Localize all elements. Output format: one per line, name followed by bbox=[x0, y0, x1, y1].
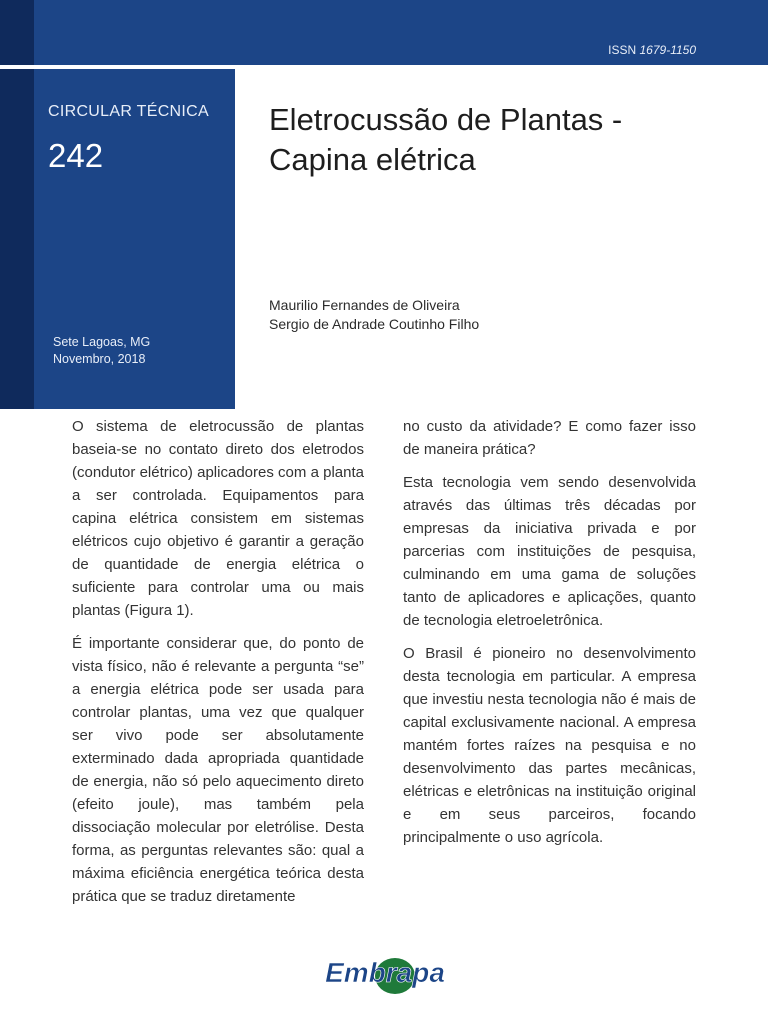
series-number: 242 bbox=[48, 137, 104, 174]
page-title bbox=[269, 100, 729, 180]
header-band bbox=[34, 0, 768, 65]
issn-label: ISSN bbox=[608, 43, 637, 57]
title-line-1: Eletrocussão de Plantas - bbox=[269, 102, 623, 137]
paragraph: É importante considerar que, do ponto de vista físico, não é relevante a pergunta “se” a energia elétrica pode ser usada para controlar plantas, uma vez que qualquer ser vivo pode ser absolutamente exterminado dada apropriada quantidade de energia, não só pelo aquecimento direto (efeito joule), mas também pela dissociação molecular por eletrólise. Desta forma, as perguntas relevantes são: qual a máxima eficiência energética teórica desta prática que se traduz diretamente bbox=[72, 635, 364, 905]
issn bbox=[608, 43, 696, 57]
author-1: Maurilio Fernandes de Oliveira bbox=[269, 297, 460, 313]
svg-text:Embrapa: Embrapa bbox=[325, 957, 445, 988]
publication-info bbox=[53, 334, 150, 368]
title-line-2: Capina elétrica bbox=[269, 142, 476, 177]
series-label: CIRCULAR TÉCNICA bbox=[48, 103, 209, 120]
author-2: Sergio de Andrade Coutinho Filho bbox=[269, 316, 480, 332]
body-column-right bbox=[403, 415, 696, 859]
header-band-edge bbox=[0, 0, 34, 65]
publication-date: Novembro, 2018 bbox=[53, 352, 146, 366]
sidebar-panel bbox=[34, 69, 235, 409]
paragraph: O Brasil é pioneiro no desenvolvimento desta tecnologia em particular. A empresa que investiu nesta tecnologia não é mais de capital exclusivamente nacional. A empresa mantém fortes raízes na pesquisa e no desenvolvimento das partes mecânicas, elétricas e eletrônicas na instituição original e em seus parceiros, focando principalmente o uso agrícola. bbox=[403, 645, 696, 846]
embrapa-logo bbox=[323, 950, 447, 998]
sidebar-edge bbox=[0, 69, 34, 409]
paragraph: O sistema de eletrocussão de plantas baseia-se no contato direto dos eletrodos (condutor elétrico) aplicadores com a planta a ser controlada. Equipamentos para capina elétrica consistem em sistemas elétricos cujo objetivo é garantir a geração de quantidade de energia elétrica o suficiente para controlar uma ou mais plantas (Figura 1). bbox=[72, 418, 364, 619]
paragraph: no custo da atividade? E como fazer isso de maneira prática? bbox=[403, 418, 696, 458]
embrapa-logo-mark bbox=[323, 950, 447, 998]
body-column-left bbox=[72, 415, 364, 918]
issn-number: 1679-1150 bbox=[639, 43, 696, 57]
authors bbox=[269, 296, 479, 334]
publication-place: Sete Lagoas, MG bbox=[53, 335, 151, 349]
paragraph: Esta tecnologia vem sendo desenvolvida através das últimas três décadas por empresas da iniciativa privada e por parcerias com instituições de pesquisa, culminando em uma gama de soluções tanto de aplicadores e aplicações, quanto de tecnologia eletroeletrônica. bbox=[403, 474, 696, 629]
